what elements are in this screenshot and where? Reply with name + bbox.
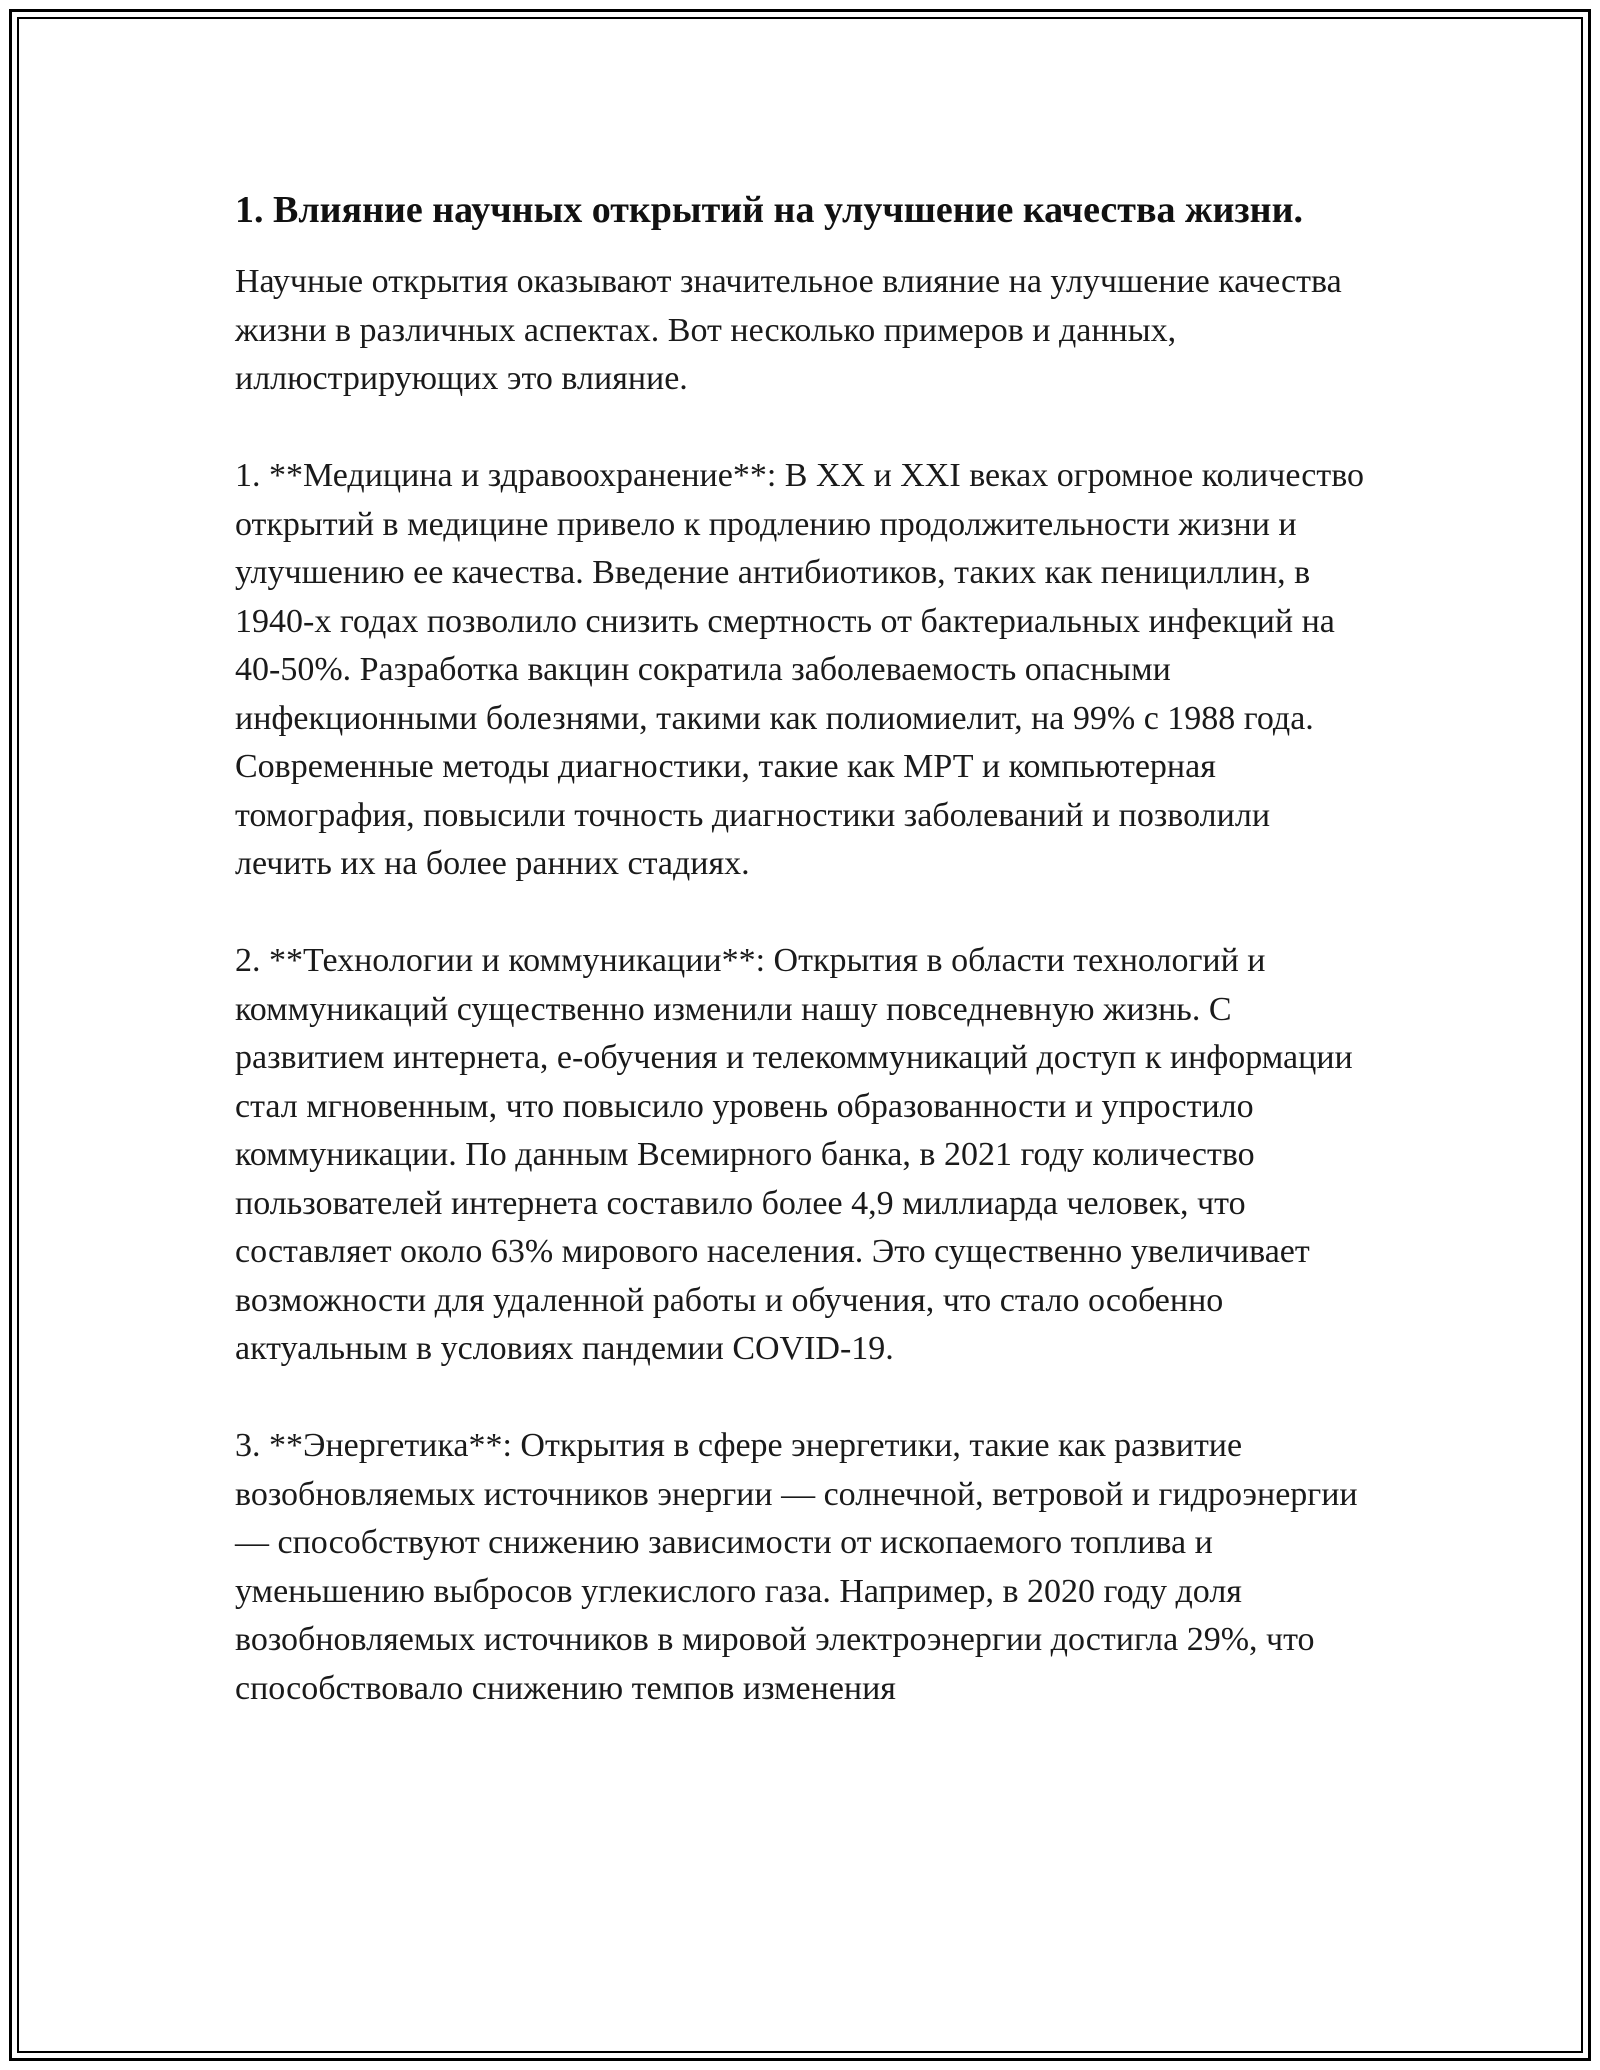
intro-paragraph: Научные открытия оказывают значительное влияние на улучшение качества жизни в различных аспектах. Вот несколько примеров и данных, иллюстрирующих это влияние. [235, 263, 1342, 397]
energy-paragraph: 3. **Энергетика**: Открытия в сфере энергетики, такие как развитие возобновляемых источников энергии — солнечной, ветровой и гидроэнергии — способствуют снижению зависимости от ископаемого топлива и уменьшению выбросов углекислого газа. Например, в 2020 году доля возобновляемых источников в мировой электроэнергии достигла 29%, что способствовало снижению темпов изменения [235, 1427, 1358, 1707]
technology-paragraph: 2. **Технологии и коммуникации**: Открытия в области технологий и коммуникаций существенно изменили нашу повседневную жизнь. С развитием интернета, е-обучения и телекоммуникаций доступ к информации стал мгновенным, что повысило уровень образованности и упростило коммуникации. По данным Всемирного банка, в 2021 году количество пользователей интернета составило более 4,9 миллиарда человек, что составляет около 63% мирового населения. Это существенно увеличивает возможности для удаленной работы и обучения, что стало особенно актуальным в условиях пандемии COVID-19. [235, 942, 1353, 1367]
document-title: 1. Влияние научных открытий на улучшение качества жизни. [235, 189, 1303, 231]
document-body [235, 182, 1375, 1762]
medicine-paragraph: 1. **Медицина и здравоохранение**: В XX и XXI веках огромное количество открытий в медицине привело к продлению продолжительности жизни и улучшению ее качества. Введение антибиотиков, таких как пенициллин, в 1940-х годах позволило снизить смертность от бактериальных инфекций на 40-50%. Разработка вакцин сократила заболеваемость опасными инфекционными болезнями, такими как полиомиелит, на 99% с 1988 года. Современные методы диагностики, такие как МРТ и компьютерная томография, повысили точность диагностики заболеваний и позволили лечить их на более ранних стадиях. [235, 457, 1365, 882]
